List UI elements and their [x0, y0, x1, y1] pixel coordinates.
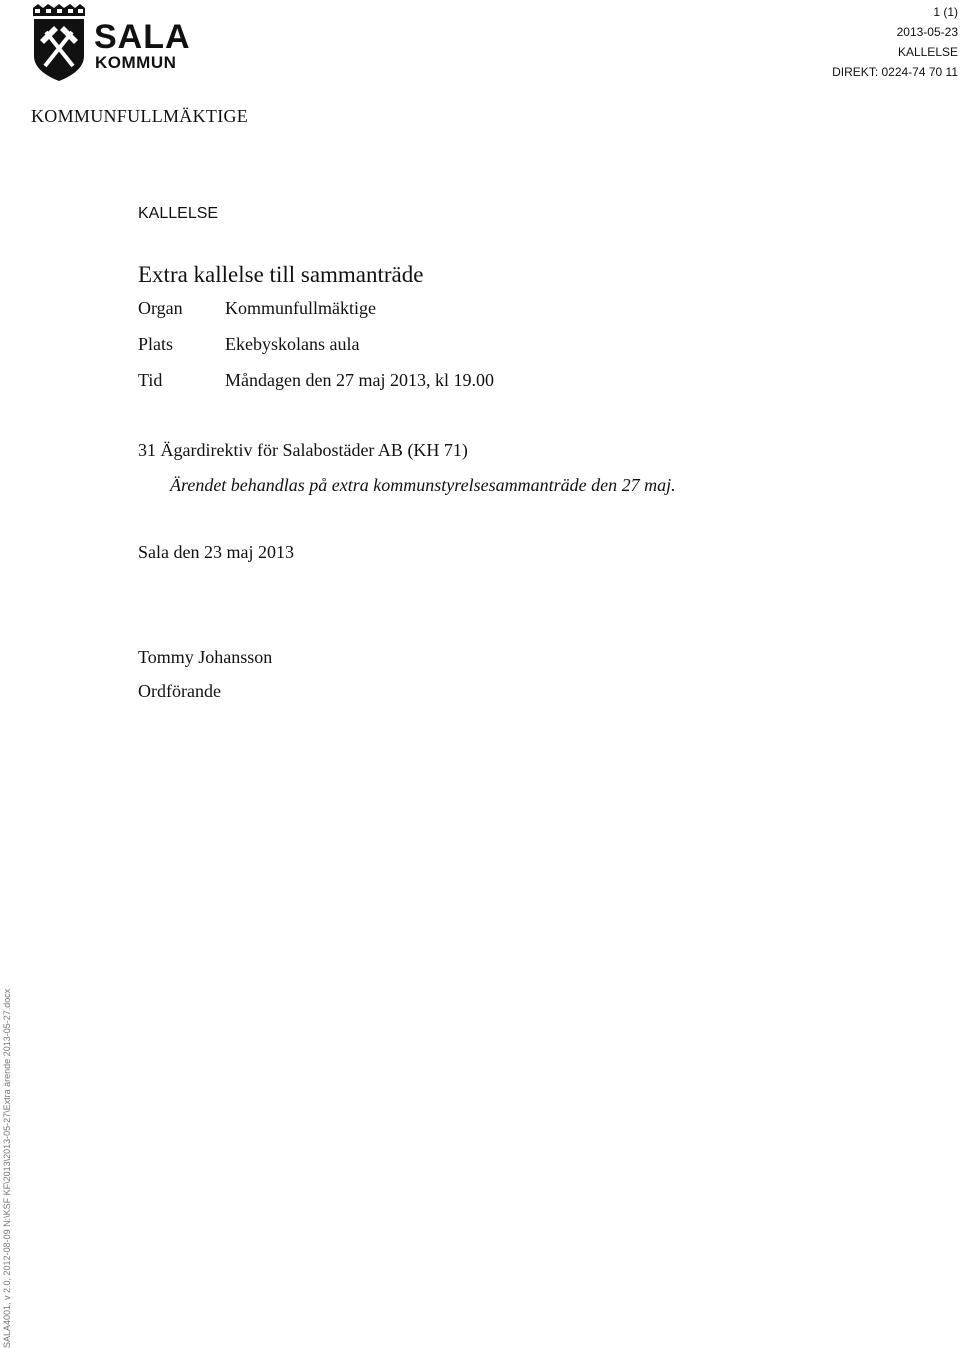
meeting-detail-value: Ekebyskolans aula — [225, 334, 360, 354]
logo-wordmark: SALA — [94, 18, 191, 56]
meeting-detail-value: Måndagen den 27 maj 2013, kl 19.00 — [225, 370, 494, 390]
meeting-detail-label: Plats — [138, 334, 174, 354]
logo-subtitle: KOMMUN — [95, 53, 177, 72]
agenda-item: 31 Ägardirektiv för Salabostäder AB (KH 71) — [138, 440, 468, 460]
meeting-detail-value: Kommunfullmäktige — [225, 298, 376, 318]
organization-name: KOMMUNFULLMÄKTIGE — [31, 106, 249, 126]
header-phone: DIREKT: 0224-74 70 11 — [832, 65, 958, 79]
place-and-date: Sala den 23 maj 2013 — [138, 542, 294, 562]
document-type-label: KALLELSE — [138, 205, 219, 222]
agenda-note: Ärendet behandlas på extra kommunstyrelsesammanträde den 27 maj. — [170, 475, 676, 495]
sala-kommun-logo — [30, 4, 190, 82]
meeting-detail-label: Tid — [138, 370, 163, 390]
signer-role: Ordförande — [138, 681, 221, 701]
sala-kommun-crest-icon — [30, 4, 88, 82]
template-path-note: SALA4001, v 2.0, 2012-08-09 N:\KSF KF\2013\2013-05-27\Extra ärende 2013-05-27.docx — [2, 988, 12, 1348]
meeting-detail-row — [138, 334, 494, 370]
meeting-details — [138, 298, 494, 406]
document-title: Extra kallelse till sammanträde — [138, 262, 424, 287]
header-date: 2013-05-23 — [896, 25, 958, 39]
page-number: 1 (1) — [933, 5, 958, 19]
signer-name: Tommy Johansson — [138, 647, 273, 667]
meeting-detail-row — [138, 370, 494, 406]
meeting-detail-label: Organ — [138, 298, 183, 318]
document-header-info — [832, 2, 958, 82]
meeting-detail-row — [138, 298, 494, 334]
header-doc-type: KALLELSE — [897, 45, 958, 59]
